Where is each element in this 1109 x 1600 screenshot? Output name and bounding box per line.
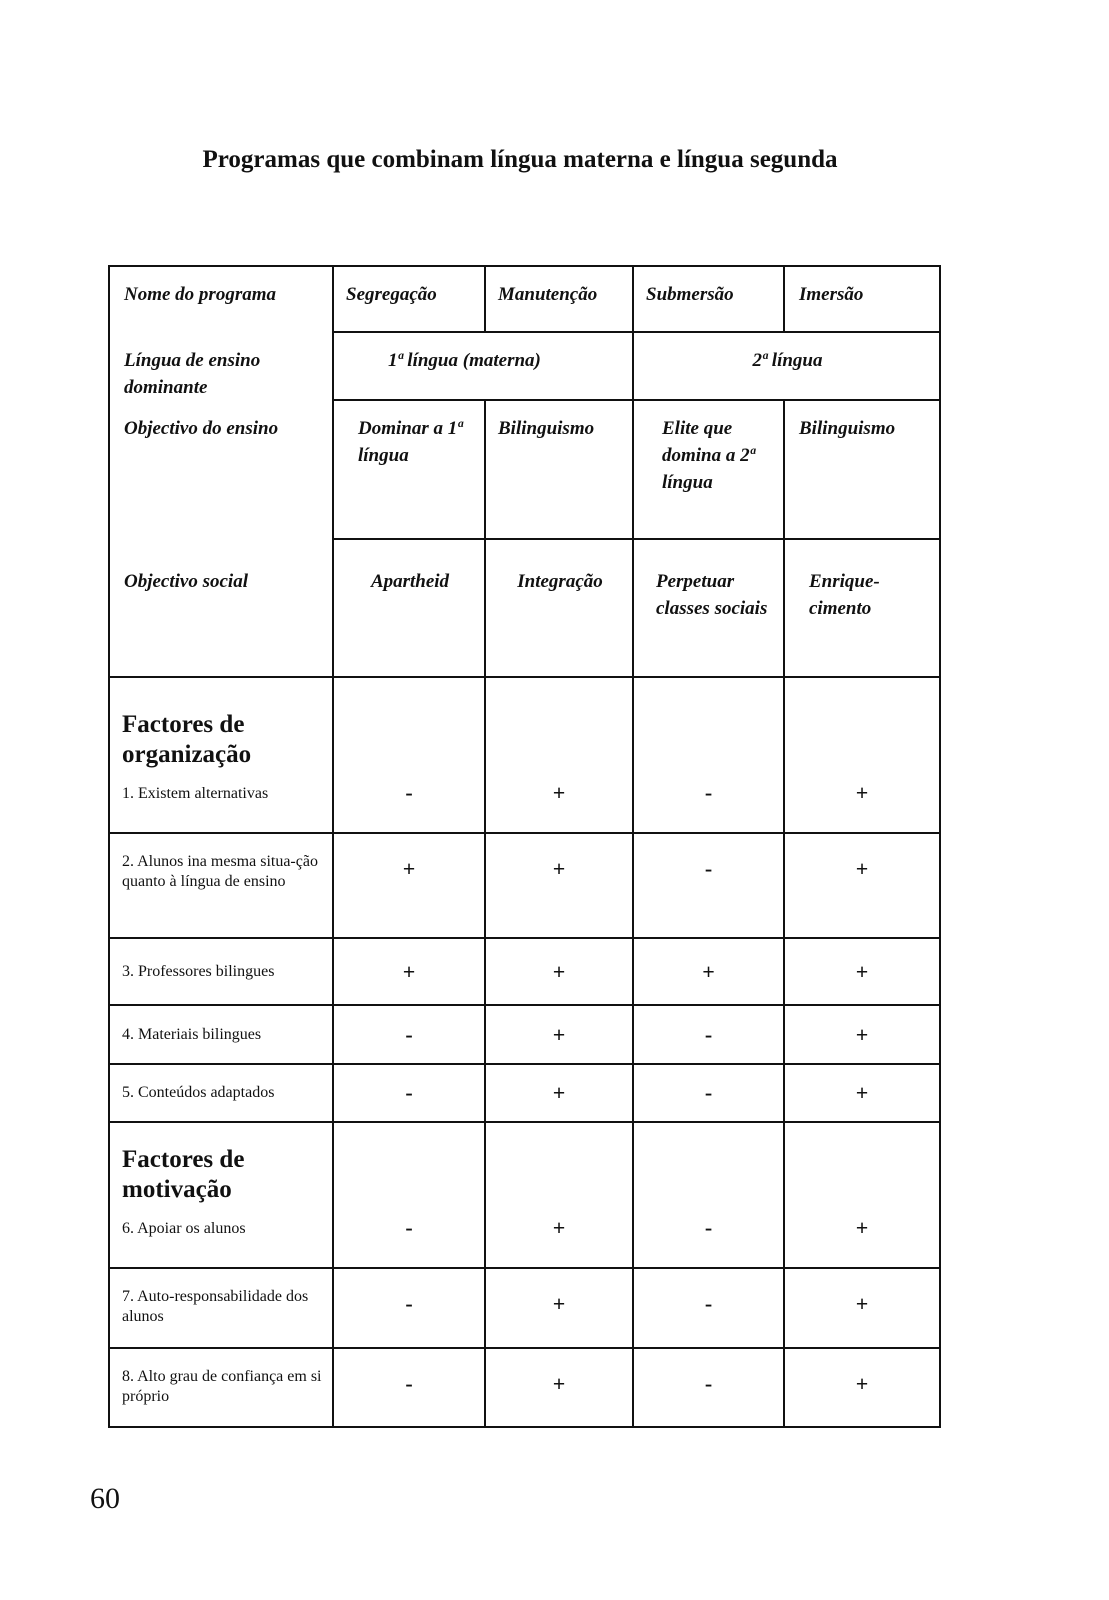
table-row — [110, 1006, 941, 1065]
first-language: 1ª língua (materna) — [334, 333, 634, 401]
row-label: 6. Apoiar os alunos — [122, 1220, 246, 1237]
minus-mark: - — [634, 1269, 785, 1349]
plus-mark: + — [785, 834, 941, 939]
teaching-goal: Dominar a 1ª língua — [334, 401, 486, 540]
label-social-goal: Objectivo social — [110, 540, 334, 678]
minus-mark: - — [634, 678, 785, 834]
social-goal: Integração — [486, 540, 634, 678]
row-label-cell — [110, 1006, 334, 1065]
row-social-goal — [110, 540, 941, 678]
label-language: Língua de ensino dominante — [110, 333, 334, 401]
row-label-cell — [110, 1349, 334, 1428]
row-program-name — [110, 267, 941, 333]
row-label-cell — [110, 1269, 334, 1349]
program-manutencao: Manutenção — [486, 267, 634, 333]
row-label: 3. Professores bilingues — [122, 962, 275, 980]
plus-mark: + — [634, 939, 785, 1006]
row-label-cell — [110, 834, 334, 939]
minus-mark: - — [634, 834, 785, 939]
second-language: 2ª língua — [634, 333, 941, 401]
minus-mark: - — [634, 1006, 785, 1065]
plus-mark: + — [785, 1006, 941, 1065]
plus-mark: + — [486, 939, 634, 1006]
minus-mark: - — [334, 1123, 486, 1269]
table-row — [110, 1269, 941, 1349]
plus-mark: + — [334, 834, 486, 939]
row-label-cell — [110, 939, 334, 1006]
teaching-goal: Bilinguismo — [486, 401, 634, 540]
social-goal: Apartheid — [334, 540, 486, 678]
row-teaching-goal — [110, 401, 941, 540]
program-submersao: Submersão — [634, 267, 785, 333]
plus-mark: + — [486, 1123, 634, 1269]
minus-mark: - — [334, 1065, 486, 1123]
program-segregacao: Segregação — [334, 267, 486, 333]
plus-mark: + — [785, 1065, 941, 1123]
table-row — [110, 678, 941, 834]
plus-mark: + — [785, 678, 941, 834]
label-teaching-goal: Objectivo do ensino — [110, 401, 334, 540]
plus-mark: + — [486, 678, 634, 834]
table-row — [110, 1065, 941, 1123]
section-title: Factores de organização — [122, 711, 252, 768]
teaching-goal: Bilinguismo — [785, 401, 941, 540]
teaching-goal: Elite que domina a 2ª língua — [634, 401, 785, 540]
program-imersao: Imersão — [785, 267, 941, 333]
table-title: Programas que combinam língua materna e língua segunda — [202, 146, 838, 173]
row-label: 4. Materiais bilingues — [122, 1025, 262, 1043]
minus-mark: - — [334, 1269, 486, 1349]
table-row — [110, 1123, 941, 1269]
plus-mark: + — [486, 1269, 634, 1349]
plus-mark: + — [486, 1349, 634, 1428]
plus-mark: + — [486, 1006, 634, 1065]
minus-mark: - — [334, 678, 486, 834]
row-label: 8. Alto grau de confiança em si próprio — [122, 1368, 322, 1405]
plus-mark: + — [785, 939, 941, 1006]
row-label: 1. Existem alternativas — [122, 785, 269, 802]
row-label: 7. Auto-responsabilidade dos alunos — [122, 1288, 309, 1325]
row-label-cell — [110, 678, 334, 834]
minus-mark: - — [634, 1123, 785, 1269]
row-label: 5. Conteúdos adaptados — [122, 1084, 275, 1101]
minus-mark: - — [334, 1006, 486, 1065]
table-row — [110, 939, 941, 1006]
row-label-cell — [110, 1065, 334, 1123]
minus-mark: - — [634, 1349, 785, 1428]
programs-table — [108, 265, 941, 1428]
section-title: Factores de motivação — [122, 1146, 245, 1203]
table-row — [110, 1349, 941, 1428]
plus-mark: + — [785, 1123, 941, 1269]
page-number: 60 — [90, 1482, 120, 1515]
minus-mark: - — [334, 1349, 486, 1428]
plus-mark: + — [486, 834, 634, 939]
row-label-cell — [110, 1123, 334, 1269]
row-language — [110, 333, 941, 401]
plus-mark: + — [486, 1065, 634, 1123]
row-label: 2. Alunos ina mesma situa-ção quanto à língua de ensino — [122, 853, 318, 890]
minus-mark: - — [634, 1065, 785, 1123]
table-row — [110, 834, 941, 939]
social-goal: Perpetuar classes sociais — [634, 540, 785, 678]
social-goal: Enrique-cimento — [785, 540, 941, 678]
label-program-name: Nome do programa — [110, 267, 334, 333]
plus-mark: + — [334, 939, 486, 1006]
plus-mark: + — [785, 1349, 941, 1428]
plus-mark: + — [785, 1269, 941, 1349]
